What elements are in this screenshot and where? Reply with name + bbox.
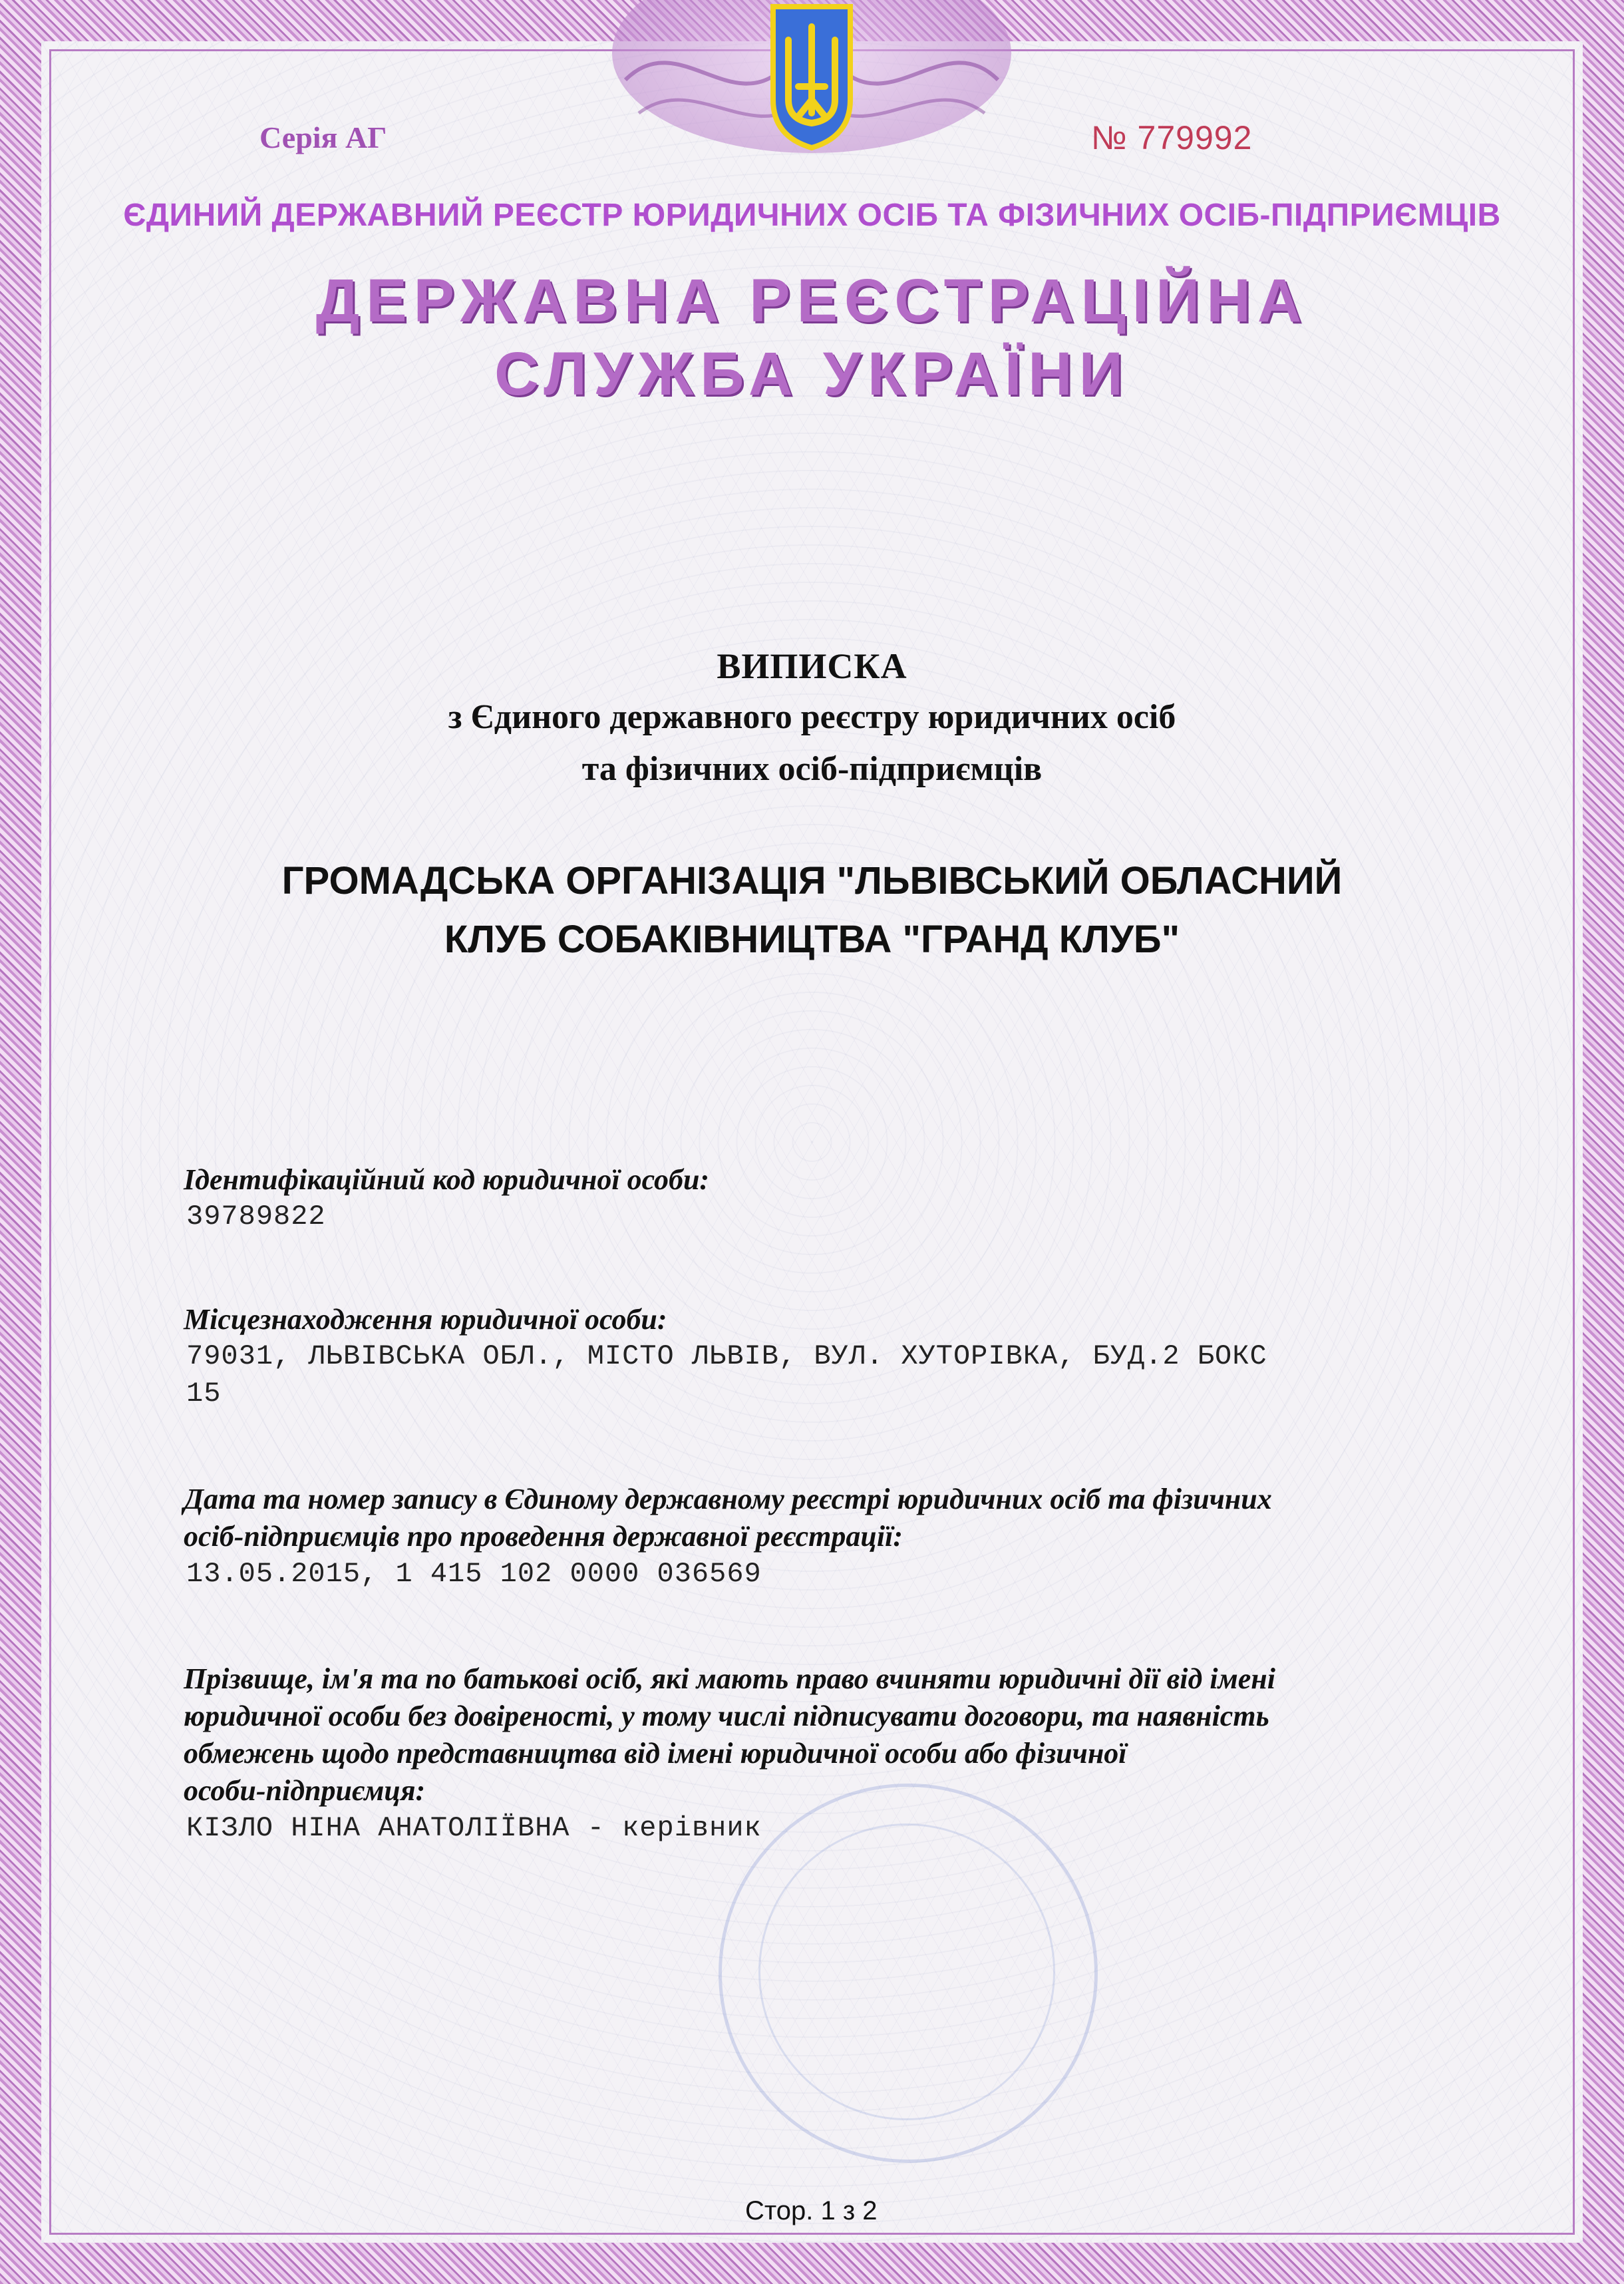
series-label: Серія АГ — [259, 120, 387, 154]
service-title-line2: СЛУЖБА УКРАЇНИ — [494, 340, 1130, 408]
registration-label-line1: Дата та номер запису в Єдиному державному реєстрі юридичних осіб та фізичних — [184, 1483, 1272, 1515]
page-number: Стор. 1 з 2 — [745, 2196, 878, 2225]
registry-title: ЄДИНИЙ ДЕРЖАВНИЙ РЕЄСТР ЮРИДИЧНИХ ОСІБ ТА ФІЗИЧНИХ ОСІБ-ПІДПРИЄМЦІВ — [123, 198, 1501, 233]
id-code-label: Ідентифікаційний код юридичної особи: — [184, 1163, 710, 1196]
registration-label-line2: осіб-підприємців про проведення державної реєстрації: — [184, 1520, 903, 1553]
registration-value: 13.05.2015, 1 415 102 0000 036569 — [186, 1558, 762, 1590]
representatives-value: КІЗЛО НІНА АНАТОЛІЇВНА - керівник — [186, 1812, 762, 1844]
location-value-line2: 15 — [186, 1378, 222, 1410]
extract-title: ВИПИСКА — [717, 646, 907, 686]
document-number: № 779992 — [1091, 119, 1253, 156]
organization-name-line2: КЛУБ СОБАКІВНИЦТВА "ГРАНД КЛУБ" — [444, 918, 1180, 961]
representatives-label-line4: особи-підприємця: — [184, 1774, 426, 1807]
ukraine-trident-icon — [599, 0, 1025, 153]
organization-name-line1: ГРОМАДСЬКА ОРГАНІЗАЦІЯ "ЛЬВІВСЬКИЙ ОБЛАСНИЙ — [281, 859, 1343, 902]
extract-subtitle-line1: з Єдиного державного реєстру юридичних осіб — [448, 698, 1176, 736]
id-code-value: 39789822 — [186, 1201, 326, 1233]
faded-stamp-inner — [758, 1823, 1055, 2120]
location-value-line1: 79031, ЛЬВІВСЬКА ОБЛ., МІСТО ЛЬВІВ, ВУЛ. ХУТОРІВКА, БУД.2 БОКС — [186, 1340, 1267, 1372]
extract-subtitle-line2: та фізичних осіб-підприємців — [581, 750, 1043, 788]
representatives-label-line3: обмежень щодо представництва від імені юридичної особи або фізичної — [184, 1737, 1127, 1770]
representatives-label-line2: юридичної особи без довіреності, у тому числі підписувати договори, та наявність — [184, 1700, 1269, 1732]
service-title-line1: ДЕРЖАВНА РЕЄСТРАЦІЙНА — [315, 267, 1309, 335]
location-label: Місцезнаходження юридичної особи: — [184, 1303, 667, 1336]
representatives-label-line1: Прізвище, ім'я та по батькові осіб, які мають право вчиняти юридичні дії від імені — [184, 1662, 1275, 1695]
